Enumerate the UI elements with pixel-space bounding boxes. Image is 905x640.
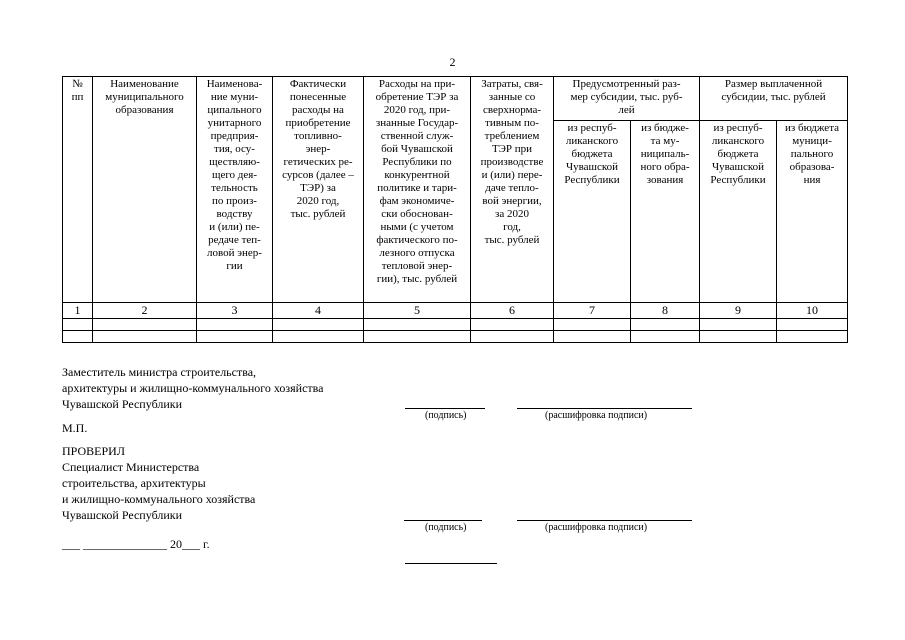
table-cell <box>197 319 273 331</box>
page-number: 2 <box>449 55 456 69</box>
header-col-7: из респуб- ликанского бюджета Чувашской Республики <box>554 121 631 303</box>
header-col-4: Фактически понесенные расходы на приобретение топливно- энер- гетических ре- сурсов (далее – ТЭР) за 2020 год, тыс. рублей <box>273 77 364 303</box>
header-group-paid-subsidy: Размер выплаченной субсидии, тыс. рублей <box>700 77 848 121</box>
signature-decode-line <box>517 408 692 409</box>
bottom-rule <box>405 563 497 564</box>
header-col-8: из бюдже- та му- ниципаль- ного обра- зования <box>631 121 700 303</box>
column-number: 8 <box>631 303 700 319</box>
header-col-10: из бюджета муници- пального образова- ния <box>777 121 848 303</box>
signature-caption: (подпись) <box>425 410 467 421</box>
table-cell <box>273 319 364 331</box>
date-line: ___ ______________ 20___ г. <box>62 537 210 551</box>
table-cell <box>63 319 93 331</box>
signature-decode-line <box>517 520 692 521</box>
column-number-row <box>63 303 848 319</box>
column-number: 2 <box>93 303 197 319</box>
signature-line <box>405 408 485 409</box>
table-cell <box>777 331 848 343</box>
table-cell <box>93 319 197 331</box>
table-cell <box>777 319 848 331</box>
checked-heading: ПРОВЕРИЛ <box>62 444 125 458</box>
table-cell <box>364 331 471 343</box>
subsidy-table <box>62 76 848 343</box>
column-number: 1 <box>63 303 93 319</box>
header-col-3: Наименова- ние муни- ципального унитарного предприя- тия, осу- ществляю- щего дея- тельность по произ- водству и (или) пе- редаче теп- ловой энер- гии <box>197 77 273 303</box>
header-col-2: Наименование муниципального образования <box>93 77 197 303</box>
specialist-title: Специалист Министерства строительства, архитектуры и жилищно-коммунального хозяйства Чувашской Республики <box>62 460 256 522</box>
table-row <box>63 319 848 331</box>
column-number: 7 <box>554 303 631 319</box>
table-cell <box>273 331 364 343</box>
stamp-label: М.П. <box>62 421 88 435</box>
table-cell <box>93 331 197 343</box>
column-number: 9 <box>700 303 777 319</box>
table-row <box>63 331 848 343</box>
table-cell <box>700 319 777 331</box>
column-number: 10 <box>777 303 848 319</box>
column-number: 4 <box>273 303 364 319</box>
table-cell <box>63 331 93 343</box>
header-col-5: Расходы на при- обретение ТЭР за 2020 год, при- знанные Государ- ственной служ- бой Чувашской Республики по конкурентной политике и тари- фам экономиче- ски обоснован- ными (с учетом фактического по- лезного отпуска тепловой энер- гии), тыс. рублей <box>364 77 471 303</box>
header-group-planned-subsidy: Предусмотренный раз- мер субсидии, тыс. руб- лей <box>554 77 700 121</box>
signature-decode-caption: (расшифровка подписи) <box>545 522 648 533</box>
header-col-6: Затраты, свя- занные со сверхнорма- тивным по- треблением ТЭР при производстве и (или) пере- даче тепло- вой энергии, за 2020 год, тыс. рублей <box>471 77 554 303</box>
header-col-1: № пп <box>63 77 93 303</box>
header-col-9: из респуб- ликанского бюджета Чувашской Республики <box>700 121 777 303</box>
table-cell <box>471 319 554 331</box>
deputy-minister-title: Заместитель министра строительства, архитектуры и жилищно-коммунального хозяйства Чувашской Республики <box>62 365 324 411</box>
signature-line <box>404 520 482 521</box>
table-cell <box>554 331 631 343</box>
table-cell <box>364 319 471 331</box>
table-cell <box>700 331 777 343</box>
signature-decode-caption: (расшифровка подписи) <box>545 410 648 421</box>
table-cell <box>554 319 631 331</box>
table-cell <box>631 331 700 343</box>
column-number: 5 <box>364 303 471 319</box>
column-number: 3 <box>197 303 273 319</box>
signature-caption: (подпись) <box>425 522 467 533</box>
column-number: 6 <box>471 303 554 319</box>
table-cell <box>471 331 554 343</box>
table-cell <box>197 331 273 343</box>
table-cell <box>631 319 700 331</box>
